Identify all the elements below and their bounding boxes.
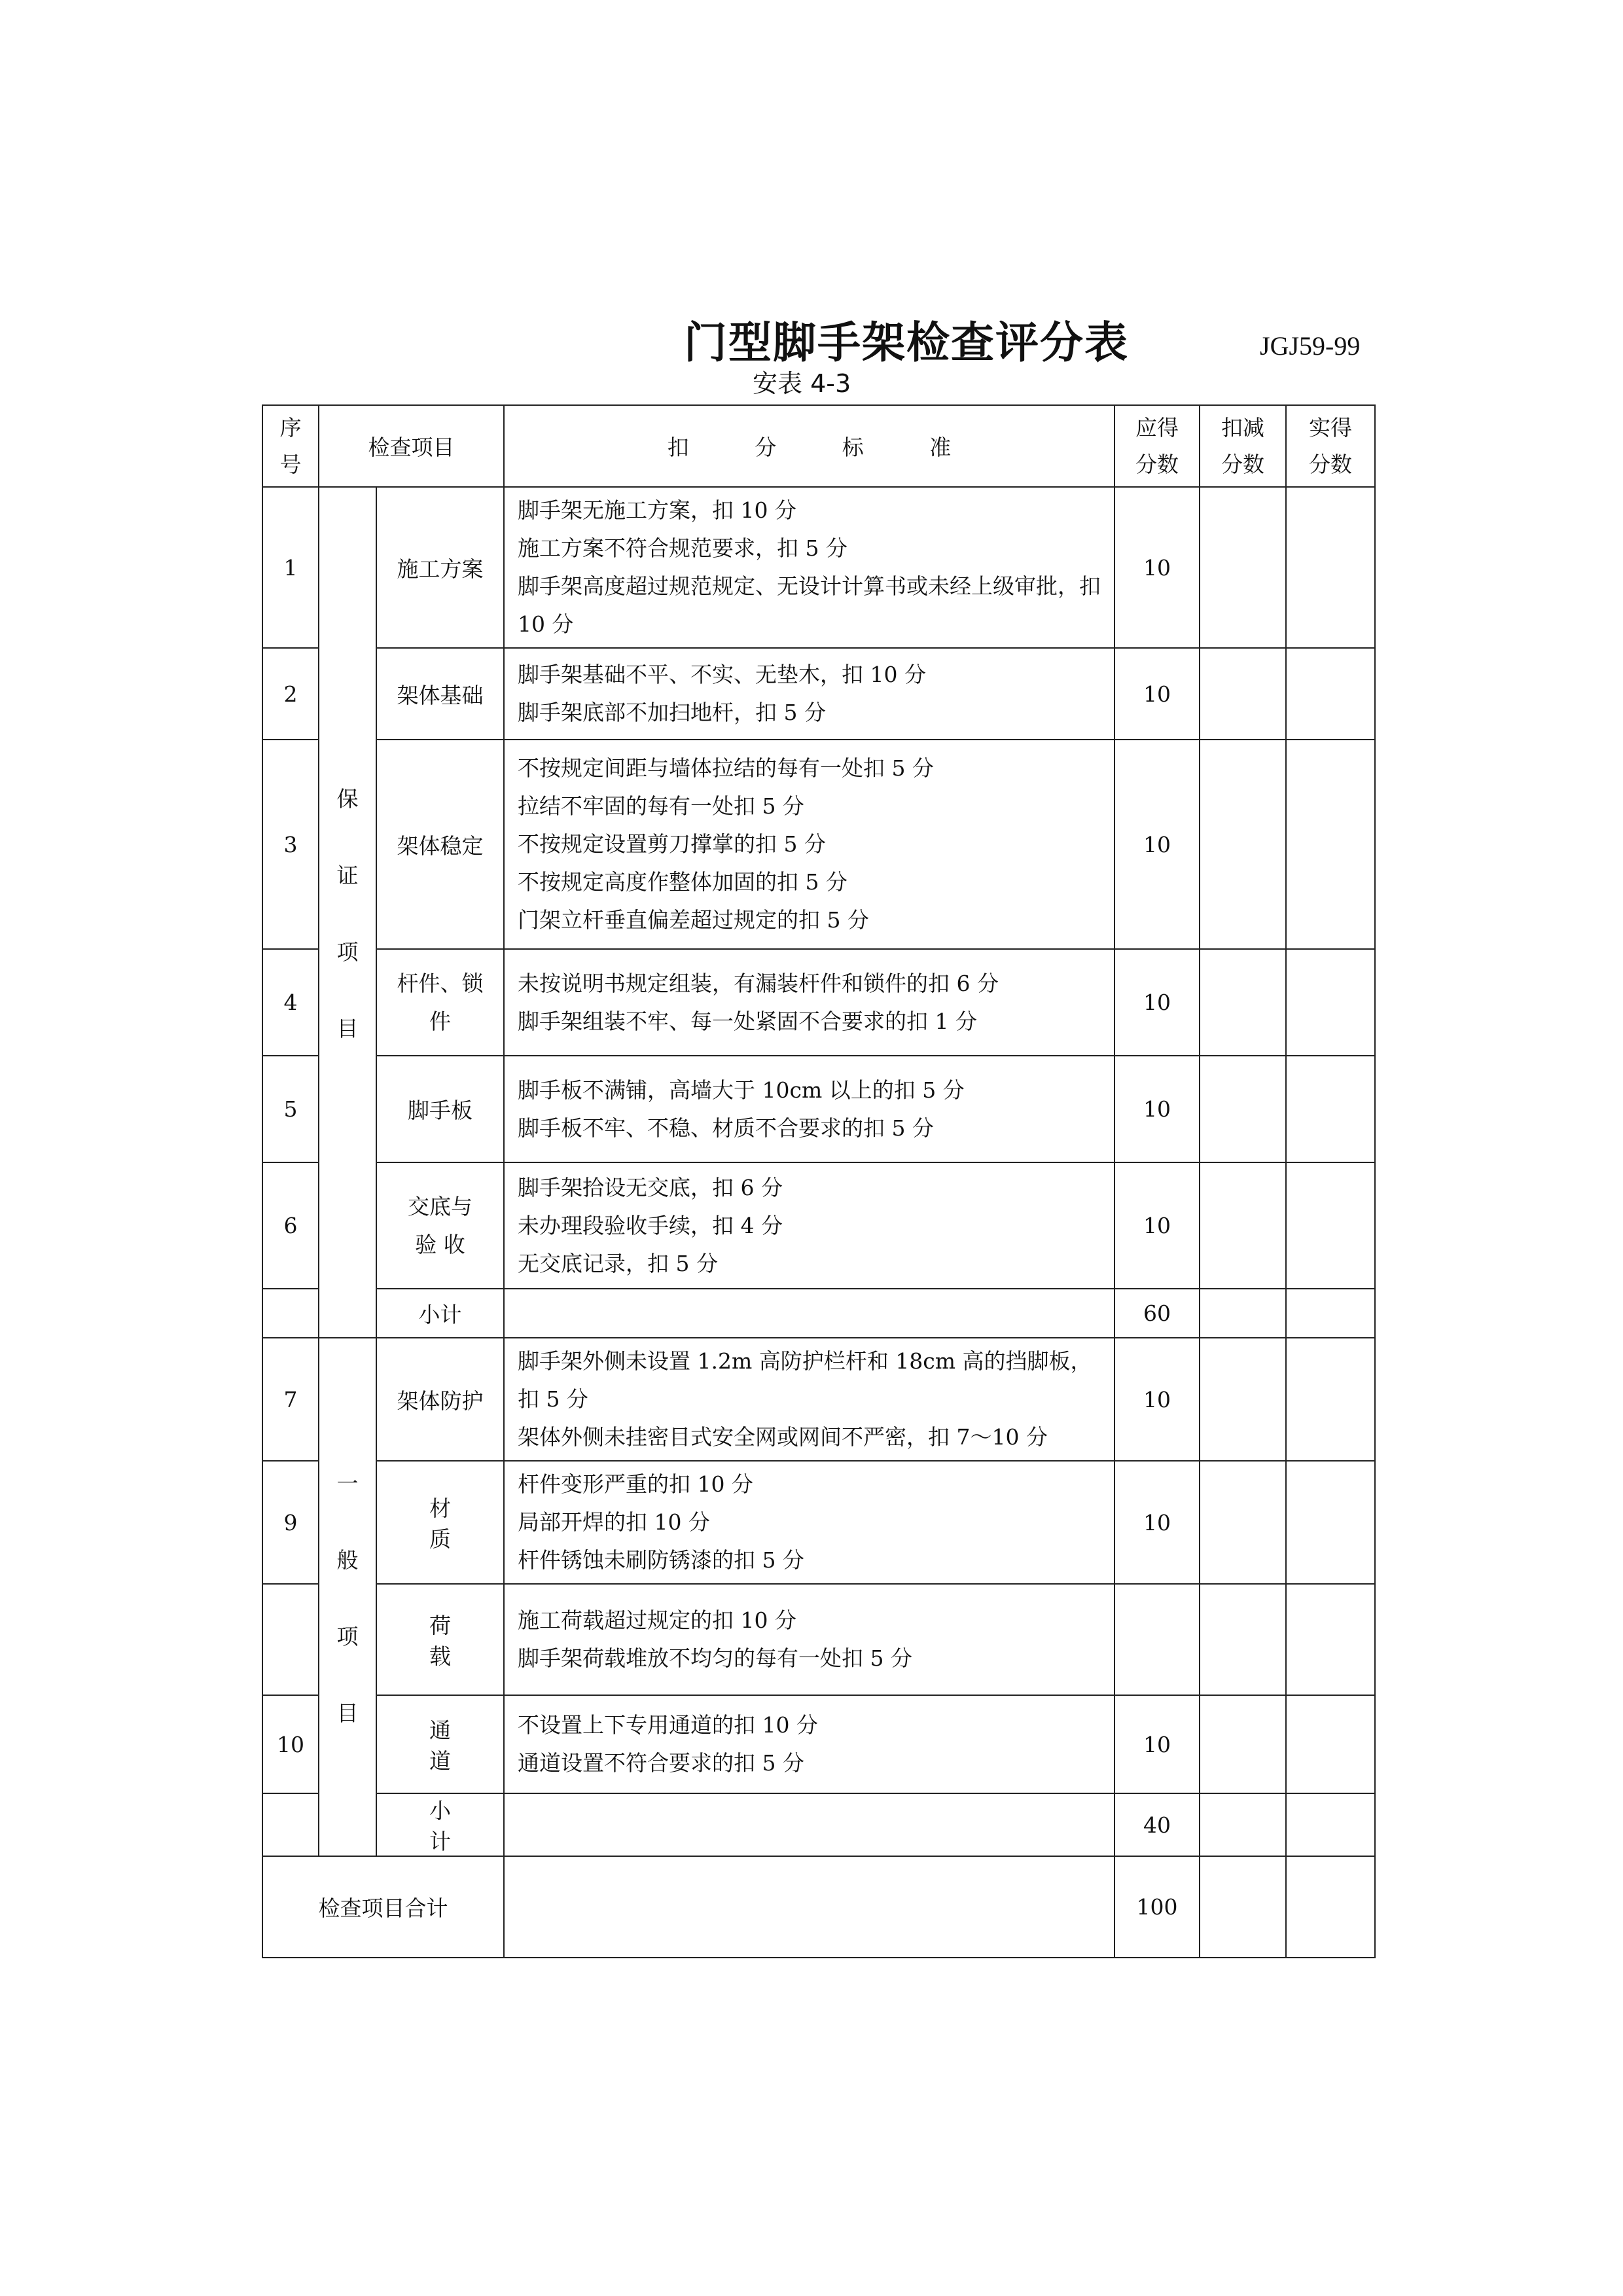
score-table	[262, 404, 1376, 1958]
subtotal-score: 40	[1115, 1793, 1200, 1856]
subtotal-row	[262, 1793, 1375, 1856]
row-standard: 脚手架基础不平、不实、无垫木，扣 10 分 脚手架底部不加扫地杆，扣 5 分	[504, 648, 1115, 740]
row-due-score: 10	[1115, 1162, 1200, 1289]
row-seq: 4	[262, 949, 319, 1056]
row-seq: 2	[262, 648, 319, 740]
row-item: 架体稳定	[376, 740, 504, 949]
row-due-score: 10	[1115, 1461, 1200, 1584]
row-item: 通 道	[376, 1695, 504, 1793]
row-standard: 未按说明书规定组装，有漏装杆件和锁件的扣 6 分 脚手架组装不牢、每一处紧固不合要求的扣 1 分	[504, 949, 1115, 1056]
subtotal-label: 小计	[376, 1289, 504, 1338]
row-item: 杆件、锁 件	[376, 949, 504, 1056]
page-title: 门型脚手架检查评分表	[684, 317, 1129, 368]
row-actual-cell[interactable]	[1286, 1162, 1375, 1289]
table-row	[262, 487, 1375, 648]
row-seq: 6	[262, 1162, 319, 1289]
row-seq: 5	[262, 1056, 319, 1162]
row-deduct-cell[interactable]	[1200, 487, 1286, 648]
row-actual-cell[interactable]	[1286, 1695, 1375, 1793]
table-row	[262, 1162, 1375, 1289]
row-due-score: 10	[1115, 740, 1200, 949]
group-general: 一 般 项 目	[319, 1338, 376, 1856]
row-due-score: 10	[1115, 487, 1200, 648]
row-deduct-cell[interactable]	[1200, 949, 1286, 1056]
table-row	[262, 740, 1375, 949]
row-standard: 脚手架外侧未设置 1.2m 高防护栏杆和 18cm 高的挡脚板，扣 5 分 架体外侧未挂密目式安全网或网间不严密，扣 7～10 分	[504, 1338, 1115, 1461]
row-due-score: 10	[1115, 1338, 1200, 1461]
row-actual-cell[interactable]	[1286, 1338, 1375, 1461]
row-due-score: 10	[1115, 949, 1200, 1056]
row-seq: 7	[262, 1338, 319, 1461]
subtotal-deduct-cell[interactable]	[1200, 1289, 1286, 1338]
total-score: 100	[1115, 1856, 1200, 1958]
row-actual-cell[interactable]	[1286, 648, 1375, 740]
standard-code: JGJ59-99	[1260, 331, 1361, 361]
row-deduct-cell[interactable]	[1200, 1162, 1286, 1289]
row-standard: 不按规定间距与墙体拉结的每有一处扣 5 分 拉结不牢固的每有一处扣 5 分 不按规定设置剪刀撑掌的扣 5 分 不按规定高度作整体加固的扣 5 分 门架立杆垂直偏差超过规定的扣 5 分	[504, 740, 1115, 949]
row-seq: 1	[262, 487, 319, 648]
subtotal-actual-cell[interactable]	[1286, 1793, 1375, 1856]
form-number: 安表 4-3	[753, 369, 851, 398]
table-row	[262, 1056, 1375, 1162]
row-item: 荷 载	[376, 1584, 504, 1695]
row-item: 材 质	[376, 1461, 504, 1584]
total-standard	[504, 1856, 1115, 1958]
row-standard: 脚手架无施工方案，扣 10 分 施工方案不符合规范要求，扣 5 分 脚手架高度超过规范规定、无设计计算书或未经上级审批，扣 10 分	[504, 487, 1115, 648]
table-row	[262, 1584, 1375, 1695]
row-item: 交底与 验 收	[376, 1162, 504, 1289]
subtotal-standard	[504, 1289, 1115, 1338]
row-standard: 不设置上下专用通道的扣 10 分 通道设置不符合要求的扣 5 分	[504, 1695, 1115, 1793]
header-seq: 序 号	[262, 405, 319, 487]
row-actual-cell[interactable]	[1286, 740, 1375, 949]
header-actual-score: 实得 分数	[1286, 405, 1375, 487]
row-deduct-cell[interactable]	[1200, 1695, 1286, 1793]
row-deduct-cell[interactable]	[1200, 1461, 1286, 1584]
total-actual-cell[interactable]	[1286, 1856, 1375, 1958]
table-row	[262, 648, 1375, 740]
header-row	[262, 405, 1375, 487]
row-due-score	[1115, 1584, 1200, 1695]
header-standard: 扣 分 标 准	[504, 405, 1115, 487]
row-actual-cell[interactable]	[1286, 949, 1375, 1056]
table-row	[262, 949, 1375, 1056]
row-standard: 脚手板不满铺，高墙大于 10cm 以上的扣 5 分 脚手板不牢、不稳、材质不合要求的扣 5 分	[504, 1056, 1115, 1162]
row-standard: 施工荷载超过规定的扣 10 分 脚手架荷载堆放不均匀的每有一处扣 5 分	[504, 1584, 1115, 1695]
row-actual-cell[interactable]	[1286, 1056, 1375, 1162]
row-actual-cell[interactable]	[1286, 1584, 1375, 1695]
header-item: 检查项目	[319, 405, 504, 487]
row-deduct-cell[interactable]	[1200, 1584, 1286, 1695]
total-label: 检查项目合计	[262, 1856, 504, 1958]
table-row	[262, 1461, 1375, 1584]
row-seq: 9	[262, 1461, 319, 1584]
subtotal-label: 小 计	[376, 1793, 504, 1856]
row-actual-cell[interactable]	[1286, 487, 1375, 648]
row-item: 架体防护	[376, 1338, 504, 1461]
row-due-score: 10	[1115, 1695, 1200, 1793]
subtotal-seq	[262, 1289, 319, 1338]
row-item: 施工方案	[376, 487, 504, 648]
subtotal-actual-cell[interactable]	[1286, 1289, 1375, 1338]
subtotal-row	[262, 1289, 1375, 1338]
table-row	[262, 1695, 1375, 1793]
row-item: 脚手板	[376, 1056, 504, 1162]
row-seq	[262, 1584, 319, 1695]
row-actual-cell[interactable]	[1286, 1461, 1375, 1584]
row-deduct-cell[interactable]	[1200, 1056, 1286, 1162]
row-deduct-cell[interactable]	[1200, 1338, 1286, 1461]
row-deduct-cell[interactable]	[1200, 648, 1286, 740]
row-deduct-cell[interactable]	[1200, 740, 1286, 949]
total-deduct-cell[interactable]	[1200, 1856, 1286, 1958]
subtotal-score: 60	[1115, 1289, 1200, 1338]
total-row	[262, 1856, 1375, 1958]
row-due-score: 10	[1115, 648, 1200, 740]
subtotal-seq	[262, 1793, 319, 1856]
row-item: 架体基础	[376, 648, 504, 740]
row-standard: 杆件变形严重的扣 10 分 局部开焊的扣 10 分 杆件锈蚀未刷防锈漆的扣 5 分	[504, 1461, 1115, 1584]
row-seq: 3	[262, 740, 319, 949]
row-standard: 脚手架拾设无交底，扣 6 分 未办理段验收手续，扣 4 分 无交底记录，扣 5 分	[504, 1162, 1115, 1289]
group-guarantee: 保 证 项 目	[319, 487, 376, 1338]
table-row	[262, 1338, 1375, 1461]
subtotal-deduct-cell[interactable]	[1200, 1793, 1286, 1856]
header-deduct-score: 扣减 分数	[1200, 405, 1286, 487]
row-seq: 10	[262, 1695, 319, 1793]
row-due-score: 10	[1115, 1056, 1200, 1162]
subtotal-standard	[504, 1793, 1115, 1856]
header-due-score: 应得 分数	[1115, 405, 1200, 487]
